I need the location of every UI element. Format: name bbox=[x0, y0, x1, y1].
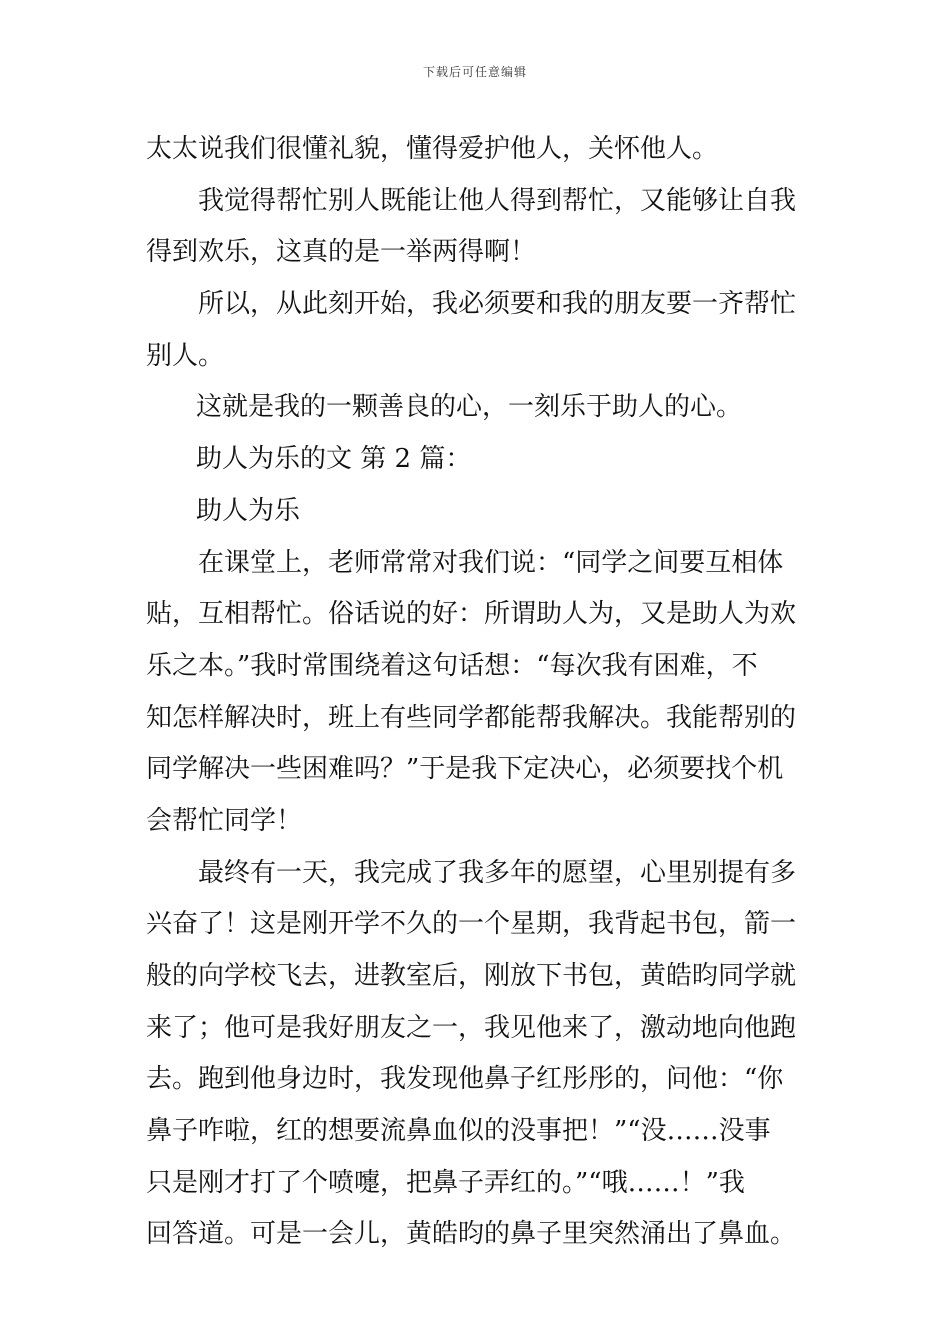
page-header-note: 下载后可任意编辑 bbox=[422, 65, 527, 79]
article-title: 助人为乐 bbox=[196, 495, 301, 526]
text-line: 乐之本。”我时常围绕着这句话想：“每次我有困难，不 bbox=[146, 650, 758, 681]
document-body bbox=[146, 124, 808, 1261]
text-line: 知怎样解决时，班上有些同学都能帮我解决。我能帮别的 bbox=[146, 702, 797, 733]
text-line: 回答道。可是一会儿，黄皓昀的鼻子里突然涌出了鼻血。 bbox=[146, 1219, 797, 1250]
text-line: 这就是我的一颗善良的心，一刻乐于助人的心。 bbox=[196, 392, 743, 423]
text-line: 得到欢乐，这真的是一举两得啊！ bbox=[146, 237, 537, 268]
text-line: 兴奋了！这是刚开学不久的一个星期，我背起书包，箭一 bbox=[146, 909, 797, 940]
text-line: 最终有一天，我完成了我多年的愿望，心里别提有多 bbox=[198, 857, 797, 888]
text-line: 般的向学校飞去，进教室后，刚放下书包，黄皓昀同学就 bbox=[146, 961, 797, 991]
text-line: 会帮忙同学！ bbox=[146, 805, 303, 836]
text-line: 在课堂上，老师常常对我们说：“同学之间要互相体 bbox=[198, 547, 784, 578]
text-line: 鼻子咋啦，红的想要流鼻血似的没事把！”“没……没事 bbox=[146, 1116, 771, 1147]
text-line: 贴，互相帮忙。俗话说的好：所谓助人为，又是助人为欢 bbox=[146, 599, 797, 630]
text-line: 去。跑到他身边时，我发现他鼻子红彤彤的，问他：“你 bbox=[146, 1064, 784, 1095]
text-line: 同学解决一些困难吗？”于是我下定决心，必须要找个机 bbox=[146, 754, 784, 785]
text-line: 太太说我们很懂礼貌，懂得爱护他人，关怀他人。 bbox=[146, 134, 719, 164]
text-line: 只是刚才打了个喷嚏，把鼻子弄红的。”“哦……！”我 bbox=[146, 1167, 745, 1198]
section-heading: 助人为乐的文 第 2 篇： bbox=[196, 444, 472, 475]
text-line: 所以，从此刻开始，我必须要和我的朋友要一齐帮忙 bbox=[198, 289, 797, 320]
text-line: 我觉得帮忙别人既能让他人得到帮忙，又能够让自我 bbox=[198, 185, 797, 216]
text-line: 别人。 bbox=[146, 340, 225, 371]
text-line: 来了；他可是我好朋友之一，我见他来了，激动地向他跑 bbox=[146, 1012, 797, 1043]
